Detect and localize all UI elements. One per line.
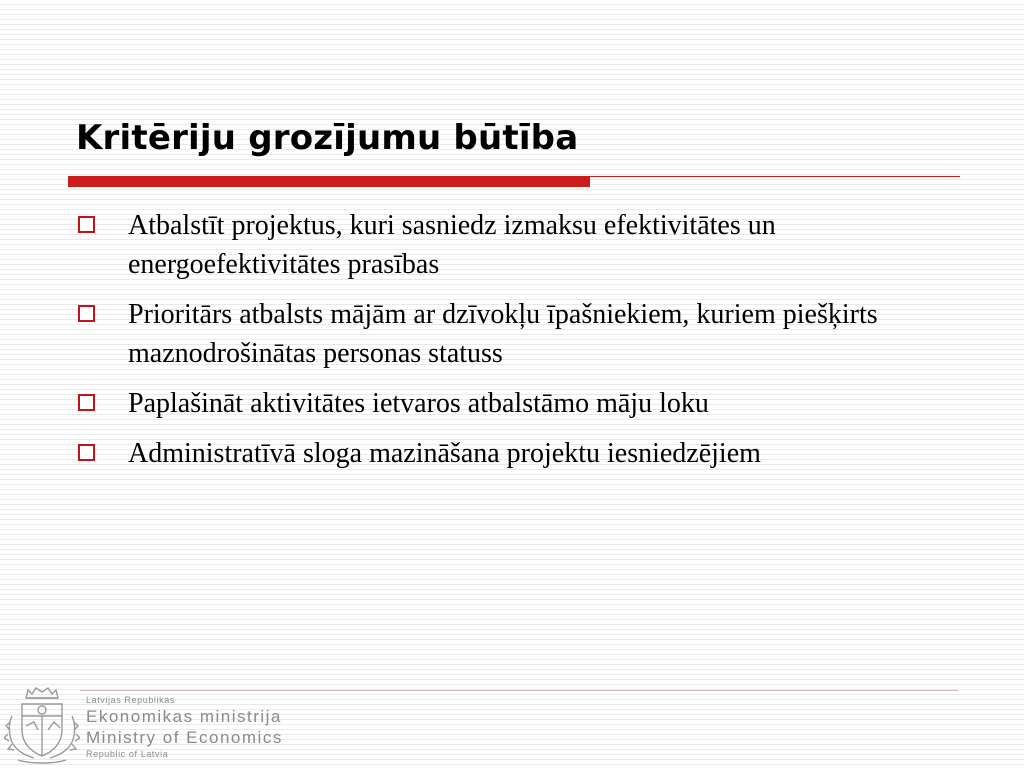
slide-title: Kritēriju grozījumu būtība <box>76 118 579 158</box>
bullet-text: Atbalstīt projektus, kuri sasniedz izmaksu efektivitātes un energoefektivitātes prasības <box>128 210 776 280</box>
bullet-text: Paplašināt aktivitātes ietvaros atbalstāmo māju loku <box>128 388 709 419</box>
coat-of-arms-icon <box>4 686 80 766</box>
bullet-list <box>76 206 956 484</box>
square-bullet-icon <box>78 394 95 411</box>
footer-divider <box>80 690 958 691</box>
bullet-text: Administratīvā sloga mazināšana projektu iesniedzējiem <box>128 438 761 469</box>
bullet-item <box>76 434 956 473</box>
bullet-text: Prioritārs atbalsts mājām ar dzīvokļu īpašniekiem, kuriem piešķirts maznodrošinātas personas statuss <box>128 299 878 369</box>
footer-line-ekonomikas-ministrija: Ekonomikas ministrija <box>86 707 282 726</box>
bullet-item <box>76 206 956 284</box>
footer-line-ministry-of-economics: Ministry of Economics <box>86 728 283 747</box>
footer-line-latvijas-republikas: Latvijas Republikas <box>86 695 175 705</box>
square-bullet-icon <box>78 216 95 233</box>
bullet-item <box>76 384 956 423</box>
square-bullet-icon <box>78 444 95 461</box>
bullet-item <box>76 295 956 373</box>
title-underline-bar <box>68 176 590 187</box>
title-underline-line <box>590 176 960 177</box>
footer-line-republic-of-latvia: Republic of Latvia <box>86 749 169 759</box>
footer-ministry-text <box>86 694 283 760</box>
square-bullet-icon <box>78 305 95 322</box>
